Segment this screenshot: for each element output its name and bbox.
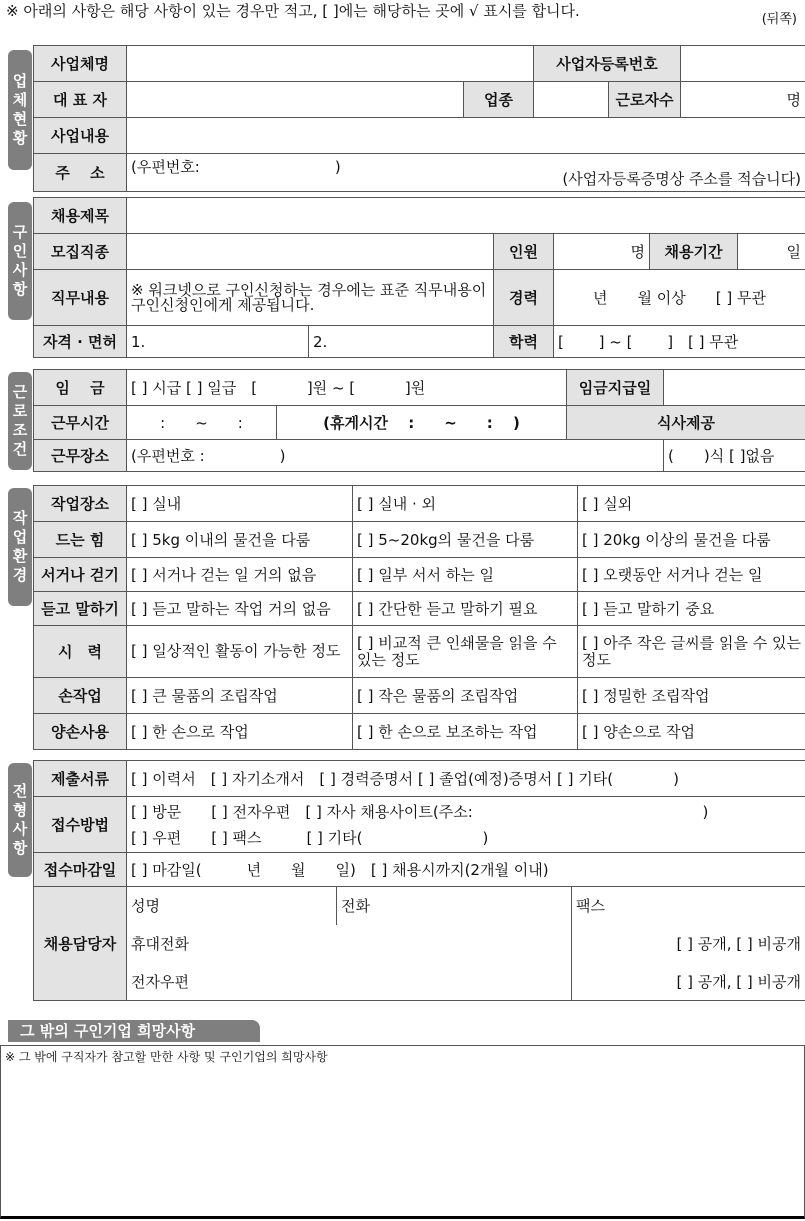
env-label-both: 양손사용 — [34, 714, 127, 750]
regno-field[interactable] — [681, 46, 805, 82]
license-field-1[interactable]: 1. — [127, 326, 309, 358]
env-opt[interactable]: [ ] 실내 — [127, 486, 353, 522]
top-instruction: ※ 아래의 사항은 해당 사항이 있는 경우만 적고, [ ]에는 해당하는 곳에 √ 표시를 합니다. — [6, 2, 580, 20]
people-unit[interactable]: 명 — [554, 234, 650, 270]
tab-screen: 전 형 사 항 — [8, 763, 32, 877]
manager-phone[interactable]: 전화 — [337, 887, 572, 925]
industry-label: 업종 — [464, 82, 534, 118]
env-opt[interactable]: [ ] 정밀한 조립작업 — [578, 678, 805, 714]
env-opt[interactable]: [ ] 작은 물품의 조립작업 — [353, 678, 578, 714]
job-label: 모집직종 — [34, 234, 127, 270]
email-public-opts[interactable]: [ ] 공개, [ ] 비공개 — [572, 963, 805, 1001]
method-line-2[interactable]: [ ] 우편 [ ] 팩스 [ ] 기타( ) — [131, 828, 489, 847]
docs-label: 제출서류 — [34, 761, 127, 797]
company-name-field[interactable] — [127, 46, 534, 82]
workers-label: 근로자수 — [609, 82, 681, 118]
env-opt[interactable]: [ ] 한 손으로 보조하는 작업 — [353, 714, 578, 750]
other-section-title: 그 밖의 구인기업 희망사항 — [8, 1020, 260, 1042]
recruit-title-field[interactable] — [127, 198, 805, 234]
env-opt[interactable]: [ ] 비교적 큰 인쇄물을 읽을 수 있는 정도 — [353, 626, 578, 678]
env-opt[interactable]: [ ] 일부 서서 하는 일 — [353, 558, 578, 592]
env-opt[interactable]: [ ] 5~20kg의 물건을 다룸 — [353, 522, 578, 558]
people-label: 인원 — [494, 234, 554, 270]
duty-label: 직무내용 — [34, 270, 127, 326]
license-label: 자격 · 면허 — [34, 326, 127, 358]
business-field[interactable] — [127, 118, 805, 154]
tab-recruit: 구 인 사 항 — [8, 202, 32, 320]
env-label-hear: 듣고 말하기 — [34, 592, 127, 626]
env-opt[interactable]: [ ] 큰 물품의 조립작업 — [127, 678, 353, 714]
business-label: 사업내용 — [34, 118, 127, 154]
deadline-label: 접수마감일 — [34, 853, 127, 887]
job-field[interactable] — [127, 234, 494, 270]
manager-name[interactable]: 성명 — [127, 887, 337, 925]
payday-label: 임금지급일 — [567, 370, 664, 406]
manager-label: 채용담당자 — [34, 887, 127, 1001]
env-opt[interactable]: [ ] 5kg 이내의 물건을 다룸 — [127, 522, 353, 558]
mobile-public-opts[interactable]: [ ] 공개, [ ] 비공개 — [572, 925, 805, 963]
edu-field[interactable]: [ ] ~ [ ] [ ] 무관 — [554, 326, 805, 358]
break-field[interactable]: (휴게시간 : ~ : ) — [277, 406, 567, 440]
deadline-field[interactable]: [ ] 마감일( 년 월 일) [ ] 채용시까지(2개월 이내) — [127, 853, 805, 887]
hours-label: 근무시간 — [34, 406, 127, 440]
address-note: (사업자등록증명상 주소를 적습니다) — [562, 170, 801, 188]
company-name-label: 사업체명 — [34, 46, 127, 82]
industry-field[interactable] — [534, 82, 609, 118]
hours-field[interactable]: : ~ : — [127, 406, 277, 440]
env-opt[interactable]: [ ] 일상적인 활동이 가능한 정도 — [127, 626, 353, 678]
docs-field[interactable]: [ ] 이력서 [ ] 자기소개서 [ ] 경력증명서 [ ] 졸업(예정)증명서 [ ] 기타( ) — [127, 761, 805, 797]
tab-work: 근 로 조 건 — [8, 372, 32, 470]
regno-label: 사업자등록번호 — [534, 46, 681, 82]
env-opt[interactable]: [ ] 서거나 걷는 일 거의 없음 — [127, 558, 353, 592]
env-opt[interactable]: [ ] 듣고 말하는 작업 거의 없음 — [127, 592, 353, 626]
env-opt[interactable]: [ ] 오랫동안 서거나 걷는 일 — [578, 558, 805, 592]
ceo-label: 대 표 자 — [34, 82, 127, 118]
env-opt[interactable]: [ ] 듣고 말하기 중요 — [578, 592, 805, 626]
recruit-title-label: 채용제목 — [34, 198, 127, 234]
method-field[interactable] — [127, 797, 805, 853]
section-work — [8, 369, 805, 473]
manager-email[interactable]: 전자우편 — [127, 963, 572, 1001]
env-label-vision: 시 력 — [34, 626, 127, 678]
env-label-hand: 손작업 — [34, 678, 127, 714]
meal-label: 식사제공 — [567, 406, 805, 440]
section-env — [8, 485, 805, 750]
env-label-stand: 서거나 걷기 — [34, 558, 127, 592]
career-label: 경력 — [494, 270, 554, 326]
address-label: 주 소 — [34, 154, 127, 192]
place-label: 근무장소 — [34, 440, 127, 472]
career-field[interactable]: 년 월 이상 [ ] 무관 — [554, 270, 805, 326]
other-hint: ※ 그 밖에 구직자가 참고할 만한 사항 및 구인기업의 희망사항 — [5, 1050, 328, 1064]
env-opt[interactable]: [ ] 실내 · 외 — [353, 486, 578, 522]
other-textarea[interactable] — [0, 1045, 805, 1219]
env-label-force: 드는 힘 — [34, 522, 127, 558]
wage-label: 임 금 — [34, 370, 127, 406]
env-opt[interactable]: [ ] 20kg 이상의 물건을 다룸 — [578, 522, 805, 558]
manager-mobile[interactable]: 휴대전화 — [127, 925, 572, 963]
env-opt[interactable]: [ ] 실외 — [578, 486, 805, 522]
env-opt[interactable]: [ ] 한 손으로 작업 — [127, 714, 353, 750]
period-label: 채용기간 — [650, 234, 738, 270]
meal-field[interactable]: ( )식 [ ]없음 — [664, 440, 805, 472]
env-opt[interactable]: [ ] 양손으로 작업 — [578, 714, 805, 750]
section-screen — [8, 760, 805, 1010]
wage-field[interactable]: [ ] 시급 [ ] 일급 [ ]원 ~ [ ]원 — [127, 370, 567, 406]
env-label-place: 작업장소 — [34, 486, 127, 522]
license-field-2[interactable]: 2. — [309, 326, 494, 358]
place-field[interactable]: (우편번호 : ) — [127, 440, 664, 472]
manager-fax[interactable]: 팩스 — [572, 887, 805, 925]
workers-unit[interactable]: 명 — [681, 82, 805, 118]
method-label: 접수방법 — [34, 797, 127, 853]
page-side-label: (뒤쪽) — [761, 12, 797, 27]
address-field[interactable] — [127, 154, 805, 192]
env-opt[interactable]: [ ] 간단한 듣고 말하기 필요 — [353, 592, 578, 626]
edu-label: 학력 — [494, 326, 554, 358]
ceo-field[interactable] — [127, 82, 464, 118]
env-opt[interactable]: [ ] 아주 작은 글씨를 읽을 수 있는 정도 — [578, 626, 805, 678]
period-unit[interactable]: 일 — [738, 234, 805, 270]
tab-env: 작 업 환 경 — [8, 488, 32, 606]
section-recruit — [8, 197, 805, 359]
duty-note[interactable]: ※ 워크넷으로 구인신청하는 경우에는 표준 직무내용이 구인신청인에게 제공됩니다. — [127, 270, 494, 326]
section-company — [8, 45, 805, 190]
payday-field[interactable] — [664, 370, 805, 406]
tab-company: 업 체 현 황 — [8, 50, 32, 170]
postcode-text: (우편번호: ) — [131, 158, 341, 176]
method-line-1[interactable]: [ ] 방문 [ ] 전자우편 [ ] 자사 채용사이트(주소: ) — [131, 802, 709, 821]
